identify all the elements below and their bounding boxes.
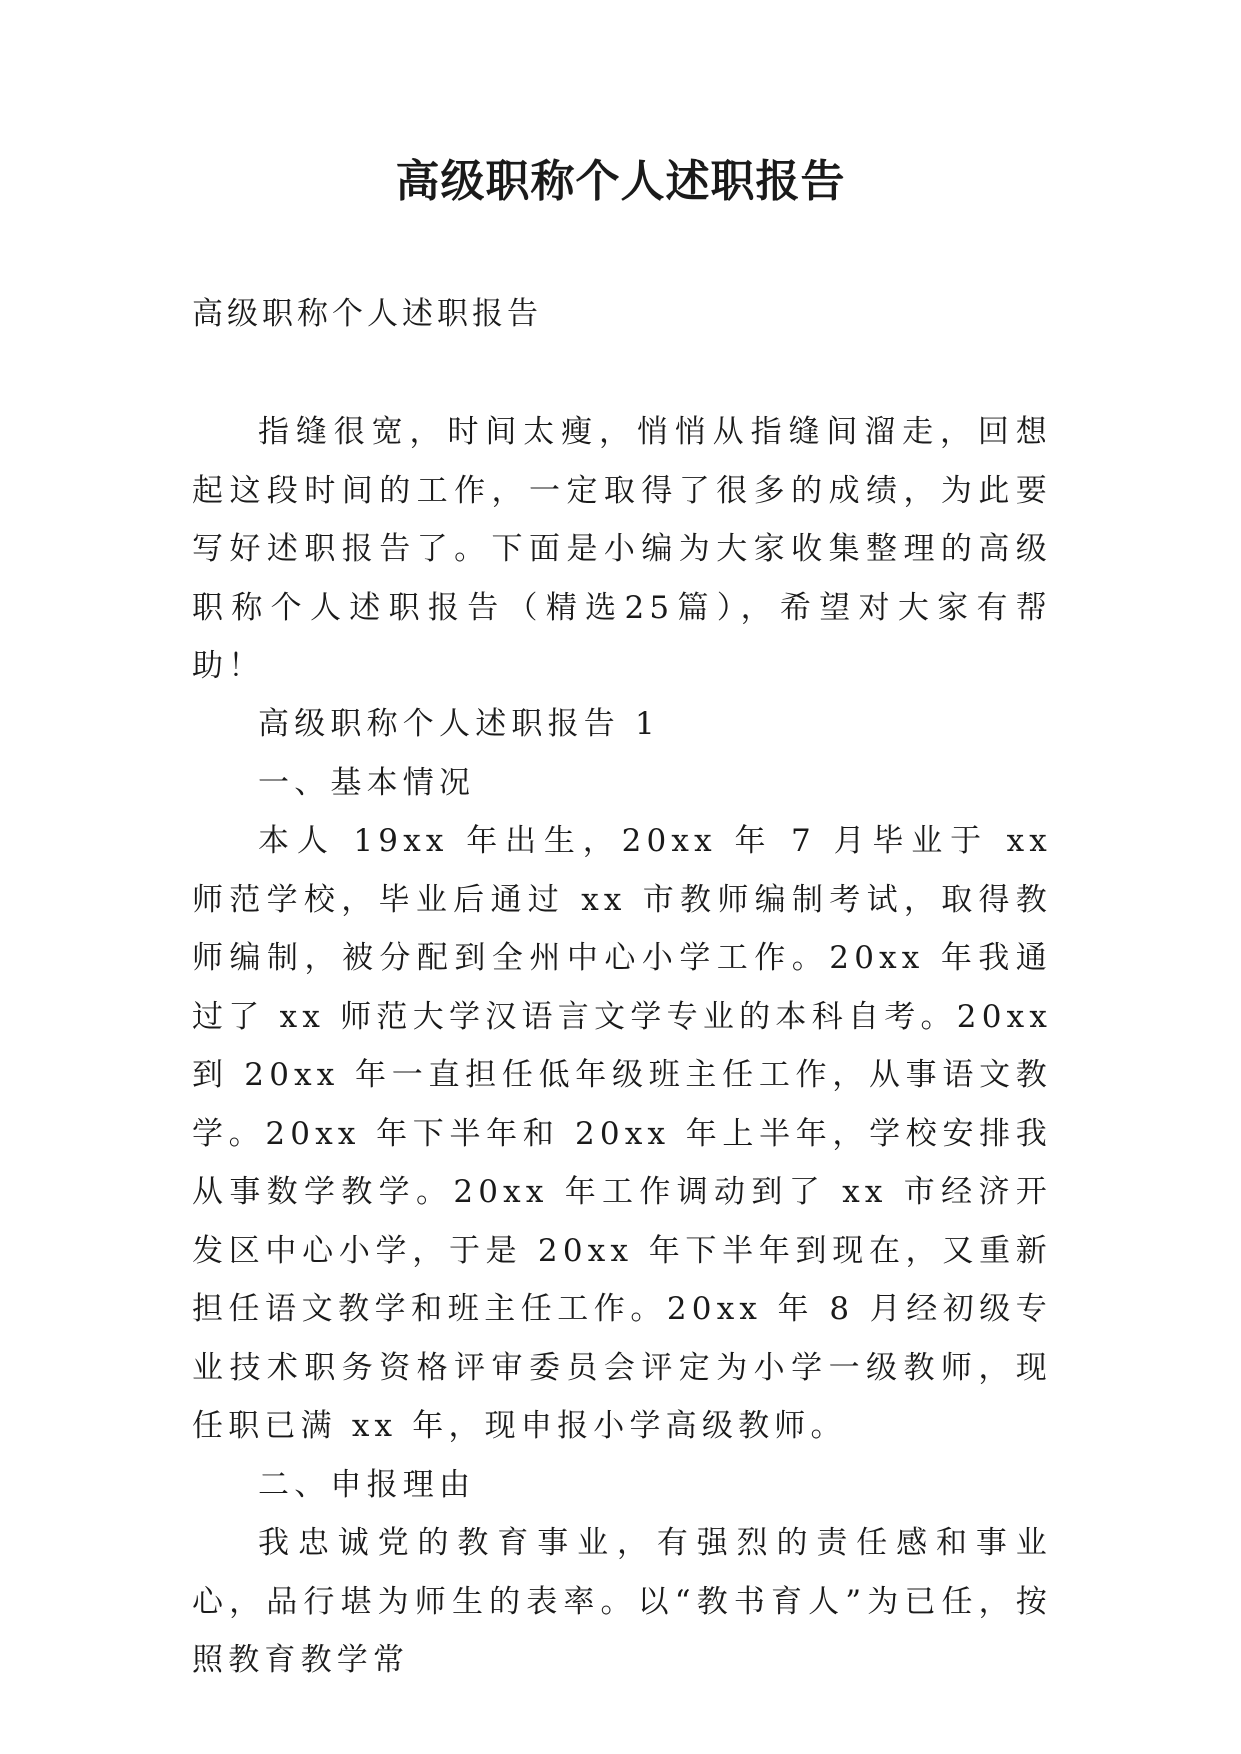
part2-heading: 二、申报理由 <box>258 1466 476 1503</box>
document-subtitle: 高级职称个人述职报告 <box>192 296 542 332</box>
part2-paragraph: 我忠诚党的教育事业，有强烈的责任感和事业心，品行堪为师生的表率。以“教书育人”为已任，按照教育教学常 <box>192 1525 1052 1678</box>
document-title: 高级职称个人述职报告 <box>395 156 846 207</box>
intro-paragraph: 指缝很宽，时间太瘦，悄悄从指缝间溜走，回想起这段时间的工作，一定取得了很多的成绩，为此要写好述职报告了。下面是小编为大家收集整理的高级职称个人述职报告（精选25篇），希望对大家有帮助！ <box>192 414 1052 684</box>
part1-paragraph: 本人 19xx 年出生，20xx 年 7 月毕业于 xx 师范学校，毕业后通过 xx 市教师编制考试，取得教师编制，被分配到全州中心小学工作。20xx 年我通过了 xx 师范大学汉语言文学专业的本科自考。20xx 到 20xx 年一直担任低年级班主任工作，从事语文教学。20xx 年下半年和 20xx 年上半年，学校安排我从事数学教学。20xx 年工作调动到了 xx 市经济开发区中心小学，于是 20xx 年下半年到现在，又重新担任语文教学和班主任工作。20xx 年 8 月经初级专业技术职务资格评审委员会评定为小学一级教师，现任职已满 xx 年，现申报小学高级教师。 <box>192 823 1052 1444</box>
part1-heading: 一、基本情况 <box>258 764 476 801</box>
section-heading: 高级职称个人述职报告 1 <box>258 706 660 742</box>
report-section-1 <box>192 695 1052 1690</box>
